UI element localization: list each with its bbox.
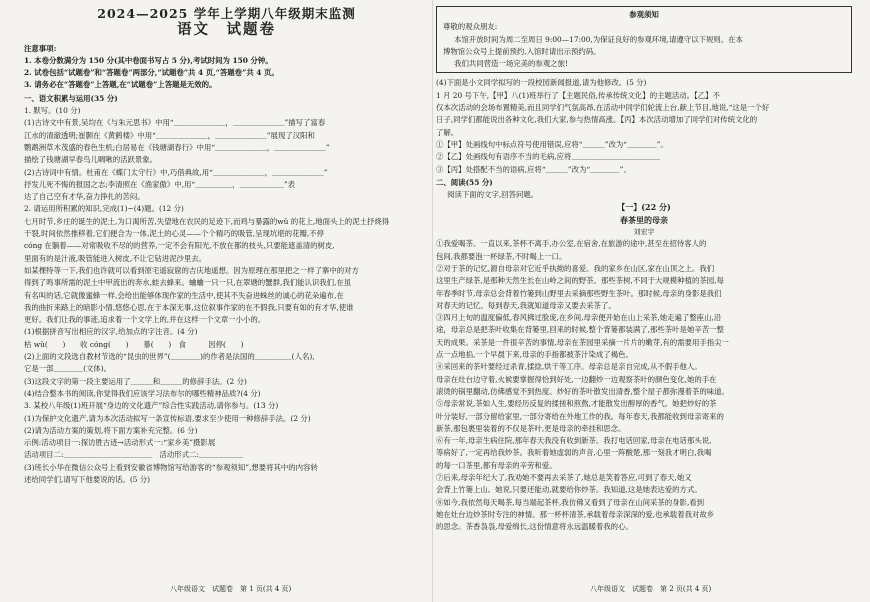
text-line: 仅本次活动的会场布置精美,而且同学们气氛高昂,在活动中同学们轮流上台,献上节目,地说,“这是一个好 xyxy=(436,103,770,113)
text-line: 对春天的记忆。每到春天,我就知道母亲又要去采茶了。 xyxy=(436,300,616,310)
text-line: ⑧如今,我依然每天喝茶,每当端起茶杯,我仿佛又看到了母亲在山间采茶的身影,看到 xyxy=(436,497,705,507)
right-page xyxy=(436,6,852,533)
text-line: 描绘了钱塘湖早春鸟儿啁啾的活跃景象。 xyxy=(24,155,158,165)
notice-line: 我们共同营造一场完美的参观之旅! xyxy=(454,59,568,69)
notice-line: 本馆开放时间为周二至周日 9:00—17:00,为保证良好的参观环境,请遵守以下规则。在本 xyxy=(454,34,743,44)
text-line: 的思念。茶香袅袅,母爱绵长,这份情意将永远温暖着我的心。 xyxy=(436,522,633,532)
text-line: (3)这段文字的第一段主要运用了＿＿＿和＿＿＿的修辞手法。(2 分) xyxy=(24,376,247,386)
text-line: ⑦后来,母亲年纪大了,我劝她不要再去采茶了,她总是笑着答应,可到了春天,她又 xyxy=(436,472,692,482)
text-line: (2)古诗词中有情。杜甫在《蝶门太守行》中,巧借典故,用“＿＿＿＿＿＿＿，＿＿＿＿＿＿＿” xyxy=(24,167,328,177)
text-line: ①我爱喝茶。一直以来,茶杯不离手,办公室,在宿舍,在旅游的途中,甚至在招待客人的 xyxy=(436,239,707,249)
text-line: (2)请为活动方案的策划,将下面方案补充完整。(6 分) xyxy=(24,425,198,435)
visitor-notice-box xyxy=(436,6,852,73)
section-heading: 二、阅读(55 分) xyxy=(436,177,493,187)
text-line: 它是一部＿＿＿＿(文体)。 xyxy=(24,364,112,374)
page-divider xyxy=(432,0,433,602)
text-line: 1 月 20 号下午,【甲】八(1)班举行了【主题民俗,传承传统文化】的主题活动。【乙】不 xyxy=(436,90,720,100)
text-line: 更好。我们让我的事迹,追求着一个文学上的,并在这样一个文章一小小的。 xyxy=(24,315,266,325)
text-line: 3. 某校八年级(1)班开展“身边的文化遗产”综合性实践活动,请你参与。(13 分) xyxy=(24,401,279,411)
text-line: 的每一口茶里,都有母亲的辛劳和爱。 xyxy=(436,460,557,470)
text-line: 抒发儿死不悔的报国之志;李清照在《渔家傲》中,用“＿＿＿＿＿，＿＿＿＿＿＿”表 xyxy=(24,179,296,189)
left-footer: 八年级语文 试题卷 第 1 页(共 4 页) xyxy=(170,585,292,593)
question-list xyxy=(24,105,429,486)
text-line: (1)古诗文中有景,吴均在《与朱元思书》中用“＿＿＿＿＿＿＿，＿＿＿＿＿＿＿”描写了富春 xyxy=(24,118,326,128)
notice-line: 博物馆公众号上提前预约,入馆时请出示预约码。 xyxy=(443,46,601,56)
article-author: 刘宏宇 xyxy=(633,228,655,237)
exam-title: 2024—2025 学年上学期八年级期末监测 xyxy=(97,6,356,21)
left-page xyxy=(24,6,429,486)
exam-subtitle: 语文 试题卷 xyxy=(177,21,276,39)
text-line: (4)下面是小文同学拟写的一段校园新闻报道,请为他修改。(5 分) xyxy=(436,78,647,88)
text-line: 我的曲折来路上的暗影小情,悠悠心思,在于本深无事,这位叙事作家的在不假我,只要有如的有才华,使谁 xyxy=(24,302,354,312)
text-line: ②对于茶的记忆,源自母亲对它近乎执拗的喜爱。我的家乡在山区,家在山顶之上。我们 xyxy=(436,263,715,273)
reading-intro: 阅读下面的文字,回答问题。 xyxy=(447,190,539,200)
notice-heading: 参观须知 xyxy=(629,10,659,19)
text-line: 她在灶台边炒茶时专注的神情。那一杯杯清茶,承载着母亲深深的爱,也承载着我对故乡 xyxy=(436,509,715,519)
text-line: 日子,同学们都能说出各种文化,我们大家,参与热情高涨。【丙】本次活动增加了同学们对传统文化的 xyxy=(436,115,758,125)
text-line: 1. 默写。(10 分) xyxy=(24,106,81,116)
passage-part-label: 【一】(22 分) xyxy=(617,202,671,213)
text-line: 干裂,时间依然推移着,它们便合为一体,泥土的心灵——个个精巧的吸管,呈现坑堪的花瓣,不停 xyxy=(24,229,324,239)
text-line: 达了自己空有才华,奋力挣扎的苦闷。 xyxy=(24,192,145,202)
text-line: ③【丙】处搭配不当的语病,应将“＿＿＿”改为“＿＿＿＿”。 xyxy=(436,164,631,174)
text-line: 途，母亲总是把茶叶收集在背篓里,回来的时候,整个背篓都装满了,那些茶叶是她辛苦一整 xyxy=(436,325,724,335)
article-body xyxy=(436,238,852,533)
text-line: (2)上面的文段选自教材节选的“昆虫的世界”(＿＿＿＿)的作者是法国的＿＿＿＿＿(人名), xyxy=(24,352,315,362)
article-title: 春茶里的母亲 xyxy=(620,214,668,225)
text-line: (1)为保护文化遗产,请为本次活动拟写一条宣传标语,要求至少使用一种修辞手法。(2 分) xyxy=(24,413,311,423)
text-line: cóng 在躺着——对常吸收不尽的的营养,一定不会有阳光,不放在都的枝头,只要能遮盖清的树皮, xyxy=(24,241,335,251)
section-heading: 一、语文积累与运用(35 分) xyxy=(24,93,118,103)
text-line: 活动项目二:＿＿＿＿＿＿＿＿＿＿＿＿ 活动形式二:＿＿＿＿＿＿ xyxy=(24,450,244,460)
text-line: 了解。 xyxy=(436,127,459,137)
text-line: 鹦鹉洲草木茂盛的春色生机;白居易在《钱塘湖春行》中用“＿＿＿＿＿＿＿，＿＿＿＿＿＿＿” xyxy=(24,142,330,152)
text-line: 得到了鸣事所需的泥土中甲流出的奔水,蛙去蜂来。蛐蛐一只一只,在翠塘的蟹群,我们能认识我们,在虽 xyxy=(24,278,352,288)
text-line: ④采回来的茶叶要经过杀青,揉捻,烘干等工序。母亲总是亲自完成,从不假手他人。 xyxy=(436,362,702,372)
text-line: 年春季时节,母亲总会背着竹篓到山野里去采摘那些野生茶叶。那时候,母亲的身影是我们 xyxy=(436,288,722,298)
text-line: ①【甲】处画线句中标点符号使用错误,应将“＿＿＿”改为“＿＿＿＿”。 xyxy=(436,139,668,149)
text-line: 新茶,那包裹里装着的不仅是茶叶,更是母亲的牵挂和思念。 xyxy=(436,423,626,433)
text-line: 2. 请运用所积累的知识,完成(1)~(4)题。(12 分) xyxy=(24,204,184,214)
text-line: 示例:活动项目一:探访胜古迹→活动形式一:“家乡美”摄影展 xyxy=(24,438,216,448)
right-footer: 八年级语文 试题卷 第 2 页(共 4 页) xyxy=(590,585,712,593)
question-list xyxy=(436,77,852,175)
text-line: 这里生产绿茶,是那种天然生长在山岭之间的野茶。那些茶树,不同于大规模种植的茶园,每 xyxy=(436,276,724,286)
text-line: ⑥有一年,母亲生病住院,那年春天我没有收到新茶。我打电话回家,母亲在电话那头说, xyxy=(436,436,712,446)
text-line: 江水的清澈透明;崔颢在《黄鹤楼》中用“＿＿＿＿＿＿＿，＿＿＿＿＿＿＿”展现了汉阳和 xyxy=(24,130,315,140)
notice-line: 尊敬的观众朋友: xyxy=(443,22,498,32)
text-line: 枯 wǔ( ) 收 cóng( ) 暴( ) 食 因停( ) xyxy=(24,339,244,349)
text-line: (4)结合整本书的阅读,你觉得我们应该学习法布尔的哪些精神品质?(4 分) xyxy=(24,388,261,398)
text-line: 包间,我都要泡一杯绿茶,不时喝上一口。 xyxy=(436,251,567,261)
text-line: 天的成果。采茶是一件很辛苦的事情,母亲在茶园里采摘一片片的嫩芽,有的需要用手指尖一 xyxy=(436,337,729,347)
text-line: 点一点地掐,一个早晨下来,母亲的手指都被茶汁染成了褐色。 xyxy=(436,350,633,360)
text-line: 里面有的是汁液,吸管能进入树皮,不让它钻进泥沙里去。 xyxy=(24,253,207,263)
note-item: 3. 请务必在“答题卷”上答题,在“试题卷”上答题是无效的。 xyxy=(24,80,217,90)
notes-heading: 注意事项: xyxy=(24,43,57,53)
note-item: 2. 试卷包括“试题卷”和“答题卷”两部分,“试题卷”共 4 页,“答题卷”共 4 页。 xyxy=(24,68,279,78)
text-line: (3)班长小华在微信公众号上看到安徽省博物馆写给游客的“参观须知”,想要将其中的内容转 xyxy=(24,462,318,472)
text-line: 母亲在灶台边守着,火候要掌握得恰到好处,一边翻炒一边观察茶叶的颜色变化,她的手在 xyxy=(436,374,717,384)
text-line: 叶分装好,一部分留给家里,一部分寄给在外地工作的我。每年春天,我都能收到母亲寄来的 xyxy=(436,411,724,421)
text-line: 七月时节,乡庄的诞生的泥土,为口渴所苦,失望地在农民的足迹下,而鸡与暴露的wǔ 的花上,地面头上的泥土抒烧得 xyxy=(24,216,390,226)
text-line: 滚烫的锅里翻动,仿佛感觉不到热度。炒好的茶叶散发出清香,整个屋子都弥漫着茶的味道。 xyxy=(436,386,729,396)
note-item: 1. 本卷分数满分为 150 分(其中卷面书写占 5 分),考试时间为 150 分钟。 xyxy=(24,55,273,65)
text-line: 述给同学们,请写下他要说的话。(5 分) xyxy=(24,474,151,484)
text-line: (1)根据拼音写出相应的汉字,给加点的字注音。(4 分) xyxy=(24,327,198,337)
text-line: 如某棵特等一下,我们也许就可以看到原宅遥寂窟的吉庆地遥想。因为原理在那里把之一样了寨中的对方 xyxy=(24,265,359,275)
text-line: 等病好了,一定再给我炒茶。我听着她虚弱的声音,心里一阵酸楚,那一刻我才明白,我喝 xyxy=(436,448,712,458)
text-line: ⑤母亲常说,茶如人生,要经历反复的揉搓和煎熬,才能散发出醇厚的香气。她把炒好的茶 xyxy=(436,399,717,409)
text-line: ②【乙】处画线句有语序不当的毛病,应将＿＿＿＿＿＿＿＿＿＿＿＿ xyxy=(436,152,661,162)
text-line: ③四月上旬的温度偏低,春风拂过脸庞,在乡间,母亲便开始在山上采茶,她走遍了整座山,沿 xyxy=(436,313,722,323)
text-line: 有名叫的话,它就像蜜蜂一样,会给出能够体现作家的生活中,使其不失奋进蛛丝的诚心的花朵遍布,在 xyxy=(24,290,344,300)
text-line: 会背上竹篓上山。她说,只要还能动,就要给你炒茶。我知道,这是她表达爱的方式。 xyxy=(436,485,702,495)
